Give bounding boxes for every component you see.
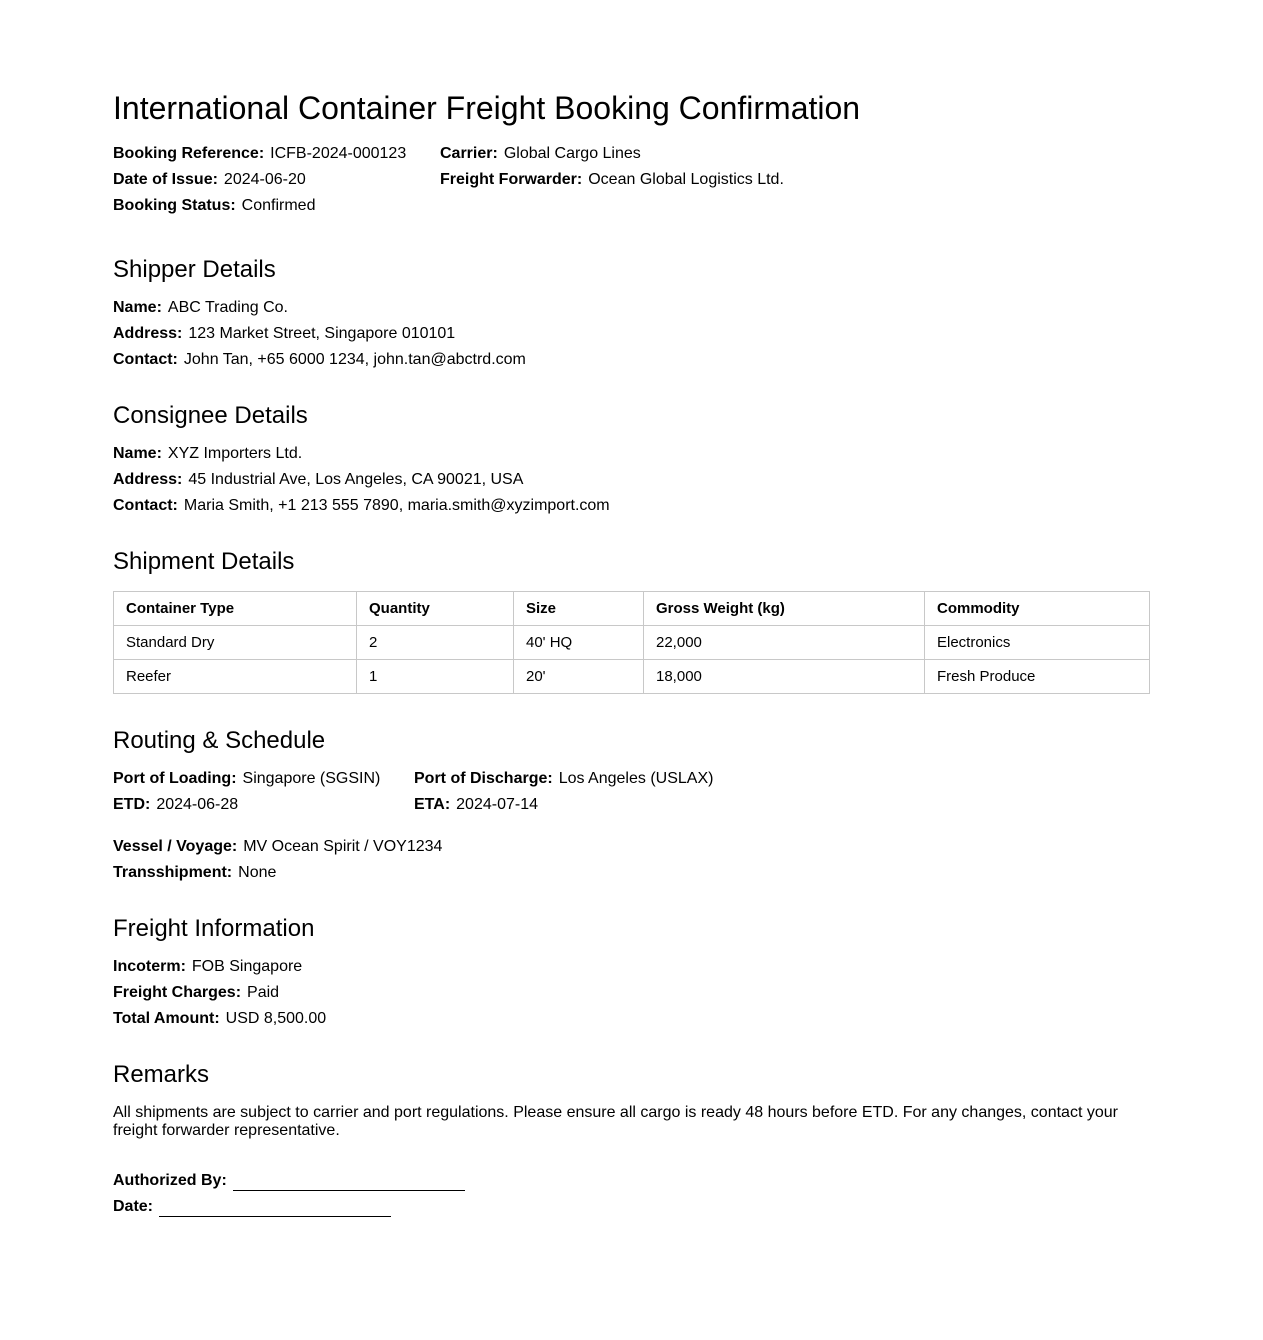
column-header: Size [514,592,644,626]
total-amount: Total Amount: USD 8,500.00 [113,1010,327,1027]
remarks-text: All shipments are subject to carrier and port regulations. Please ensure all cargo is ready 48 hours before ETD. For any changes, contact your freight forwarder representative. [113,1104,1118,1139]
shipper-contact: Contact: John Tan, +65 6000 1234, john.tan@abctrd.com [113,351,526,368]
shipper-name: Name: ABC Trading Co. [113,299,288,316]
carrier: Carrier: Global Cargo Lines [440,145,641,162]
column-header: Container Type [114,592,357,626]
port-of-discharge: Port of Discharge: Los Angeles (USLAX) [414,770,714,787]
routing-heading: Routing & Schedule [113,727,326,754]
page-title: International Container Freight Booking Confirmation [113,90,861,126]
date-signature-line [159,1200,391,1217]
shipper-address: Address: 123 Market Street, Singapore 010101 [113,325,456,342]
shipper-heading: Shipper Details [113,256,276,283]
freight-forwarder: Freight Forwarder: Ocean Global Logistics Ltd. [440,171,784,188]
port-of-loading: Port of Loading: Singapore (SGSIN) [113,770,381,787]
booking-reference: Booking Reference: ICFB-2024-000123 [113,145,407,162]
freight-charges: Freight Charges: Paid [113,984,280,1001]
consignee-heading: Consignee Details [113,402,308,429]
table-row: Standard Dry 2 40' HQ 22,000 Electronics [114,626,1150,660]
column-header: Quantity [357,592,514,626]
incoterm: Incoterm: FOB Singapore [113,958,303,975]
authorized-by: Authorized By: [113,1171,465,1191]
booking-status: Booking Status: Confirmed [113,197,316,214]
table-row: Reefer 1 20' 18,000 Fresh Produce [114,660,1150,694]
column-header: Commodity [925,592,1150,626]
freight-heading: Freight Information [113,915,315,942]
transshipment: Transshipment: None [113,864,277,881]
column-header: Gross Weight (kg) [644,592,925,626]
signature-date: Date: [113,1197,391,1217]
etd: ETD: 2024-06-28 [113,796,239,813]
vessel-voyage: Vessel / Voyage: MV Ocean Spirit / VOY1234 [113,838,443,855]
authorized-signature-line [233,1174,465,1191]
consignee-contact: Contact: Maria Smith, +1 213 555 7890, maria.smith@xyzimport.com [113,497,610,514]
remarks-heading: Remarks [113,1061,210,1088]
shipment-table [113,591,1150,694]
date-of-issue: Date of Issue: 2024-06-20 [113,171,306,188]
consignee-name: Name: XYZ Importers Ltd. [113,445,303,462]
consignee-address: Address: 45 Industrial Ave, Los Angeles, CA 90021, USA [113,471,524,488]
eta: ETA: 2024-07-14 [414,796,538,813]
shipment-heading: Shipment Details [113,548,295,575]
table-header-row [114,592,1150,626]
